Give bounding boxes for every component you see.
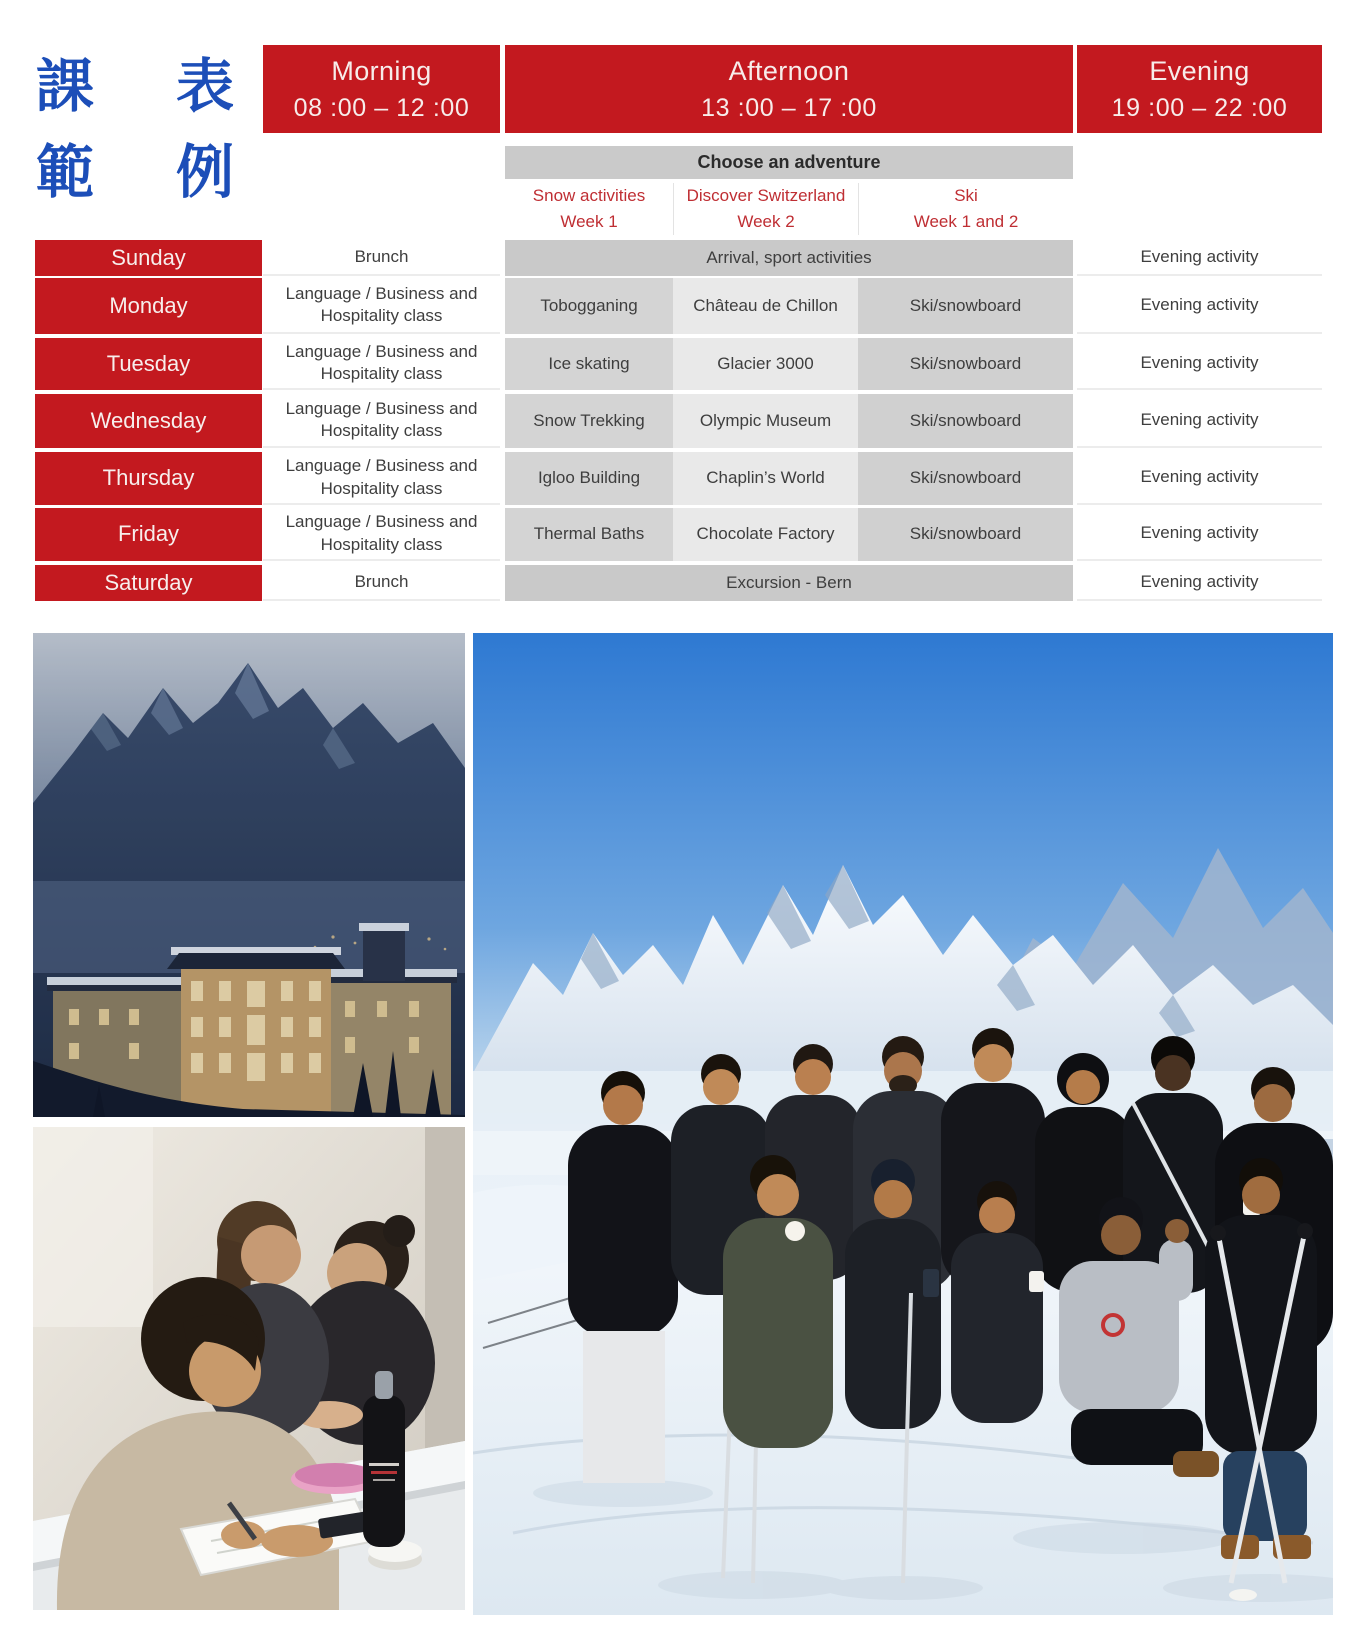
- discover-cell-wednesday: Olympic Museum: [673, 394, 858, 448]
- classroom-illustration: [33, 1127, 465, 1610]
- ski-cell-monday: Ski/snowboard: [858, 278, 1073, 334]
- header-morning-label: Morning: [331, 55, 432, 86]
- subcol-snow-activities: [505, 183, 673, 235]
- campus-night-photo: [33, 633, 465, 1117]
- evening-cell-monday: Evening activity: [1077, 278, 1322, 334]
- evening-cell-wednesday: Evening activity: [1077, 394, 1322, 448]
- header-evening-time: 19 :00 – 22 :00: [1111, 93, 1288, 122]
- discover-cell-thursday: Chaplin’s World: [673, 452, 858, 505]
- subcol-ski: [858, 183, 1073, 235]
- ski-cell-friday: Ski/snowboard: [858, 508, 1073, 561]
- title-char: 表: [175, 54, 234, 119]
- evening-cell-saturday: Evening activity: [1077, 565, 1322, 601]
- header-morning: [263, 45, 500, 133]
- evening-cell-friday: Evening activity: [1077, 508, 1322, 561]
- ski-group-illustration: [473, 633, 1333, 1615]
- subcol-discover-switzerland: [673, 183, 858, 235]
- day-cell-sunday: Sunday: [35, 240, 262, 276]
- snow-cell-monday: Tobogganing: [505, 278, 673, 334]
- header-afternoon-time: 13 :00 – 17 :00: [701, 93, 877, 122]
- morning-cell-thursday: Language / Business and Hospitality class: [263, 452, 500, 505]
- page-title-line2: [36, 130, 234, 216]
- header-afternoon-label: Afternoon: [728, 55, 850, 86]
- day-cell-saturday: Saturday: [35, 565, 262, 601]
- ski-cell-wednesday: Ski/snowboard: [858, 394, 1073, 448]
- subcol-title: Snow activities: [532, 185, 646, 205]
- discover-cell-monday: Château de Chillon: [673, 278, 858, 334]
- evening-cell-thursday: Evening activity: [1077, 452, 1322, 505]
- afternoon-cell-sunday: Arrival, sport activities: [505, 240, 1073, 276]
- evening-cell-tuesday: Evening activity: [1077, 338, 1322, 390]
- classroom-study-photo: [33, 1127, 465, 1610]
- morning-cell-friday: Language / Business and Hospitality class: [263, 508, 500, 561]
- page-title: [36, 44, 234, 216]
- campus-night-illustration: [33, 633, 465, 1117]
- morning-cell-wednesday: Language / Business and Hospitality class: [263, 394, 500, 448]
- title-char: 課: [36, 54, 95, 119]
- morning-cell-saturday: Brunch: [263, 565, 500, 601]
- day-cell-wednesday: Wednesday: [35, 394, 262, 448]
- ski-cell-tuesday: Ski/snowboard: [858, 338, 1073, 390]
- subcol-title: Discover Switzerland: [686, 185, 846, 205]
- snow-cell-friday: Thermal Baths: [505, 508, 673, 561]
- discover-cell-tuesday: Glacier 3000: [673, 338, 858, 390]
- evening-cell-sunday: Evening activity: [1077, 240, 1322, 276]
- snow-cell-thursday: Igloo Building: [505, 452, 673, 505]
- title-char: 例: [175, 139, 234, 205]
- subcol-week: Week 1: [560, 212, 618, 231]
- ski-group-photo: [473, 633, 1333, 1615]
- header-morning-time: 08 :00 – 12 :00: [293, 93, 470, 122]
- day-cell-monday: Monday: [35, 278, 262, 334]
- day-cell-thursday: Thursday: [35, 452, 262, 505]
- morning-cell-tuesday: Language / Business and Hospitality class: [263, 338, 500, 390]
- morning-cell-monday: Language / Business and Hospitality class: [263, 278, 500, 334]
- subcol-title: Ski: [954, 185, 978, 205]
- discover-cell-friday: Chocolate Factory: [673, 508, 858, 561]
- header-evening: [1077, 45, 1322, 133]
- day-cell-friday: Friday: [35, 508, 262, 561]
- snow-cell-wednesday: Snow Trekking: [505, 394, 673, 448]
- day-cell-tuesday: Tuesday: [35, 338, 262, 390]
- morning-cell-sunday: Brunch: [263, 240, 500, 276]
- page-title-line1: [36, 44, 234, 130]
- header-evening-label: Evening: [1149, 55, 1250, 86]
- snow-cell-tuesday: Ice skating: [505, 338, 673, 390]
- ski-cell-thursday: Ski/snowboard: [858, 452, 1073, 505]
- afternoon-cell-saturday: Excursion - Bern: [505, 565, 1073, 601]
- title-char: 範: [36, 139, 95, 205]
- subcol-week: Week 1 and 2: [913, 212, 1019, 231]
- header-afternoon: [505, 45, 1073, 133]
- subcol-week: Week 2: [737, 212, 795, 231]
- choose-adventure-banner: Choose an adventure: [505, 146, 1073, 179]
